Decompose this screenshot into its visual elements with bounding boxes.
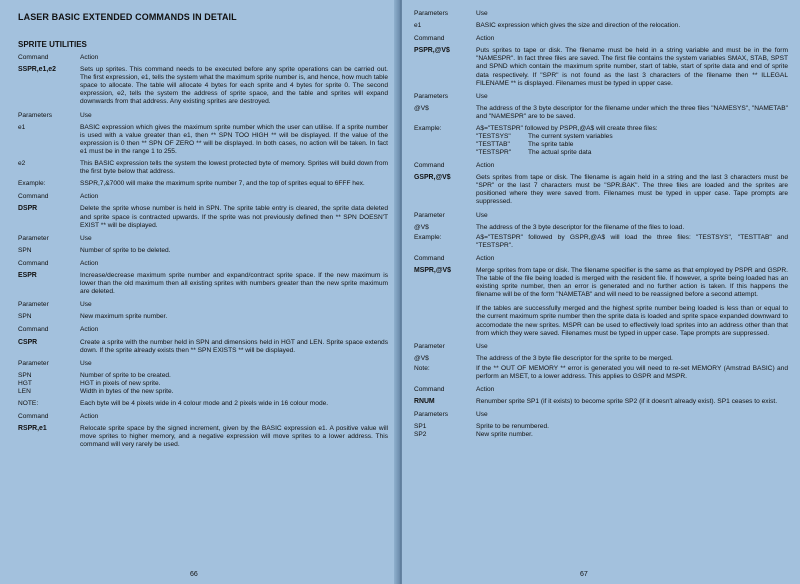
param-use: Width in bytes of the new sprite. [80,388,174,395]
action-label: Action [476,162,495,170]
param-use: This BASIC expression tells the system the lowest protected byte of memory. Sprites will build down from the first byte below that address. [80,160,388,176]
param-use: The address of the 3 byte descriptor for the filename of the files to load. [476,223,685,231]
param-name: SP2 [414,431,427,439]
page-number: 67 [580,571,588,578]
command-action [476,267,788,338]
param-use: BASIC expression which gives the maximum sprite number which the user can utilise. If a sprite number is used with a value greater than e1, then ** SPN TOO HIGH ** will be displayed. If the value of the expression is 0 then ** SPN OF ZERO ** will be displayed. In both cases, no action will be taken. In fact e1 must be in the range 1 to 255. [80,123,388,155]
command-name: RSPR,e1 [18,425,47,433]
command-mspr [414,255,788,338]
example-label: Example: [18,180,46,188]
command-cspr [18,326,388,354]
use-label: Use [476,10,488,17]
command-dspr [18,193,388,229]
params-rnum [414,411,788,439]
params-dspr [18,235,388,255]
param-use: BASIC expression which gives the size and direction of the relocation. [476,22,681,30]
param-use: New sprite number. [476,431,533,439]
command-action: Relocate sprite space by the signed increment, given by the BASIC expression e1. A positive value will move sprites to higher memory, and a negative expression will move sprites to a lower address. This command will very rarely be used. [80,425,388,449]
use-label: Use [80,234,92,242]
example-file: "TESTTAB" [476,141,510,149]
action-label: Action [476,386,495,394]
example-label: Example: [414,233,442,241]
param-name: SPN [18,371,32,379]
command-label: Command [18,413,49,421]
param-use: Sprite to be renumbered. [476,423,549,431]
action-paragraph: If the tables are successfully merged and the highest sprite number being loaded is less than or equal to the current maximum sprite number then the sprite data is loaded and sprite space expanded downward to accomodate the new sprites. MSPR can be used to effectively load sprites into an address other than that from which they were saved. Filenames must be typed in upper case. Tape prompts are suppressed. [476,305,788,337]
command-action: Delete the sprite whose number is held in SPN. The sprite table entry is cleared, the sprite data deleted and sprite space is contracted upwards. If the sprite was not previously defined then ** SPN DOESN'T EXIST ** will be displayed. [80,205,388,229]
parameter-label: Parameter [18,359,49,367]
command-label: Command [414,386,445,394]
command-action: Create a sprite with the number held in SPN and dimensions held in HGT and LEN. Sprite space extends down. If the sprite already exists then ** SPN EXISTS ** will be displayed. [80,338,388,354]
parameter-label: Parameters [414,411,449,419]
command-action: Puts sprites to tape or disk. The filename must be held in a string variable and must be in the form "NAMESPR". In fact three files are saved. The first file contains the system variables SMAX, STAB, SPST and SPND which contain the maximum sprite number, start of table, start of sprite data and end of sprite data respectively. If "SPR" is not found as the last 3 characters of the filename then ** ILLEGAL FILENAME ** is displayed. Filenames must be typed in upper case. [476,47,788,87]
page-number: 66 [190,571,198,578]
command-label: Command [18,326,49,334]
use-label: Use [476,342,488,350]
params-cspr [18,360,388,408]
parameter-label: Parameter [414,211,445,219]
command-rspr [18,413,388,449]
params-gspr [414,212,788,250]
param-name: SPN [18,313,32,321]
command-name: RNUM [414,398,435,406]
command-espr [18,260,388,296]
params-rspr [414,10,788,30]
command-sspr [18,54,388,107]
param-use: New maximum sprite number. [80,313,168,321]
command-label: Command [18,193,49,201]
command-name: MSPR,@V$ [414,266,451,274]
param-name: HGT [18,379,32,387]
note-label: NOTE: [18,400,39,408]
example-text: A$="TESTSPR" followed by GSPR,@A$ will load the three files: "TESTSYS", "TESTTAB" and "TESTSPR". [476,233,788,249]
example-file: "TESTSYS" [476,133,511,141]
example [476,125,788,157]
command-name: PSPR,@V$ [414,47,450,55]
action-label: Action [80,54,99,61]
right-page [402,0,800,584]
command-label: Command [18,54,49,61]
command-name: GSPR,@V$ [414,174,451,182]
param-name: e1 [18,123,26,131]
action-label: Action [476,254,495,262]
command-action: Gets sprites from tape or disk. The filename is again held in a string and the last 3 characters must be "SPR" or the last 7 characters must be "SPR.BAK". The three files are loaded and the sprites are positioned where they were saved from. Filenames must be typed in upper case. Tape prompts are suppressed. [476,174,788,206]
action-label: Action [80,326,99,334]
use-label: Use [476,92,488,100]
example-label: Example: [414,125,442,133]
param-name: LEN [18,388,31,395]
action-label: Action [80,413,99,421]
params-espr [18,301,388,321]
parameter-label: Parameter [18,301,49,309]
parameter-label: Parameter [414,342,445,350]
example-text: SSPR,7,&7000 will make the maximum sprite number 7, and the top of sprites equal to 6FFF hex. [80,180,365,188]
param-use: Number of sprite to be deleted. [80,246,171,254]
command-label: Command [414,254,445,262]
command-label: Command [414,162,445,170]
param-name: @V$ [414,104,429,112]
page-title: LASER BASIC EXTENDED COMMANDS IN DETAIL [18,12,237,22]
note-text: Each byte will be 4 pixels wide in 4 colour mode and 2 pixels wide in 16 colour mode. [80,400,329,408]
param-name: SPN [18,246,32,254]
command-label: Command [18,259,49,267]
command-action: Renumber sprite SP1 (if it exists) to become sprite SP2 (if it doesn't already exist). SP1 ceases to exist. [476,398,778,406]
example-file-desc: The current system variables [528,133,613,141]
action-label: Action [80,259,99,267]
command-label: Command [414,35,445,43]
params-sspr [18,112,388,189]
section-heading: SPRITE UTILITIES [18,40,87,49]
use-label: Use [80,301,92,309]
param-use: Number of sprite to be created. [80,371,171,379]
param-name: @V$ [414,223,429,231]
param-name: @V$ [414,354,429,362]
params-mspr [414,343,788,381]
command-action: Sets up sprites. This command needs to be executed before any sprite operations can be carried out. The first expression, e1, tells the system what the maximum sprite number is, and hence, how much table space to allocate. The table will allocate 4 bytes for each sprite and 4 bytes for sprite 0. The second expression, e2, tells the system the address of sprite space, and the table and sprites will expand downwards from that address. Any existing sprites are destroyed. [80,66,388,106]
parameter-label: Parameter [18,234,49,242]
use-label: Use [476,211,488,219]
example-file: "TESTSPR" [476,149,512,157]
action-label: Action [476,35,495,43]
param-use: The address of the 3 byte file descriptor for the sprite to be merged. [476,354,673,362]
params-pspr [414,93,788,157]
param-name: e1 [414,22,422,30]
param-use: HGT in pixels of new sprite. [80,379,161,387]
param-name: SP1 [414,423,427,431]
note-text: If the ** OUT OF MEMORY ** error is generated you will need to re-set MEMORY (Amstrad BASIC) and perform an MSET, to a lower address. This applies to GSPR and MSPR. [476,364,788,380]
param-use: The address of the 3 byte descriptor for the filename under which the three files "NAMESYS", "NAMETAB" and "NAMESPR" are to be saved. [476,104,788,120]
command-name: ESPR [18,271,37,279]
command-action: Increase/decrease maximum sprite number and expand/contract sprite space. If the new maximum is lower than the old maximum then all existing sprites with numbers greater than the new sprite maximum are deleted. [80,271,388,296]
action-label: Action [80,193,99,201]
parameter-label: Parameters [18,111,53,119]
use-label: Use [476,411,488,419]
example-intro: A$="TESTSPR" followed by PSPR,@A$ will create three files: [476,125,658,133]
action-paragraph: Merge sprites from tape or disk. The filename specifier is the same as that employed by PSPR and GSPR. The table of the file being loaded is merged with the resident file. If however, a sprite being loaded has an existing sprite number, then an error is generated and no further action is taken. If this happens the filename will be of the form "NAMETAB" and will need to be reassigned before a second attempt. [476,266,788,299]
command-name: CSPR [18,338,38,346]
command-pspr [414,35,788,88]
note-label: Note: [414,364,430,372]
use-label: Use [80,111,92,119]
example-file-desc: The sprite table [528,141,574,149]
use-label: Use [80,359,92,367]
parameter-label: Parameters [414,92,449,100]
param-name: e2 [18,160,26,168]
parameter-label: Parameters [414,10,449,17]
left-page [0,0,398,584]
command-gspr [414,162,788,206]
example-file-desc: The actual sprite data [528,149,592,157]
command-rnum [414,386,788,406]
command-name: DSPR [18,205,38,213]
command-name: SSPR,e1,e2 [18,66,56,74]
